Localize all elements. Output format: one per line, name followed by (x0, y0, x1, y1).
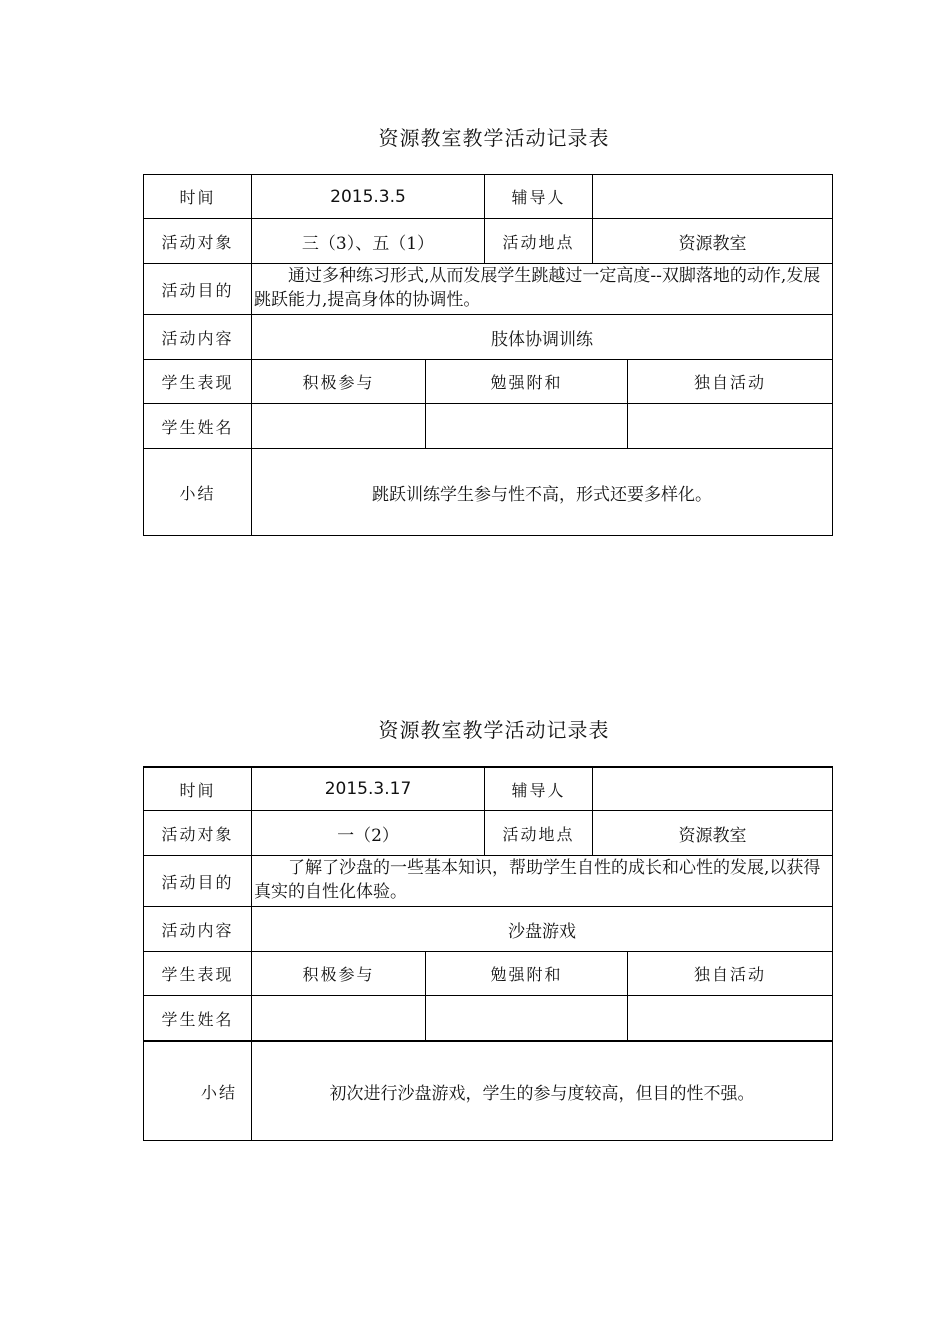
content-label: 活动内容 (161, 920, 234, 940)
target-label: 活动对象 (161, 824, 234, 844)
target-label: 活动对象 (161, 232, 234, 252)
time-label: 时间 (179, 188, 216, 207)
names-label: 学生姓名 (161, 417, 234, 437)
content-label: 活动内容 (161, 328, 234, 348)
performance-header-solo: 独自活动 (693, 965, 766, 984)
target-value: 三（3）、五（1） (301, 233, 435, 254)
tutor-label: 辅导人 (511, 780, 566, 800)
time-value: 2015.3.17 (324, 779, 412, 799)
location-label: 活动地点 (502, 824, 575, 844)
names-reluctant (426, 996, 627, 1040)
location-value: 资源教室 (678, 233, 747, 254)
names-active (252, 996, 425, 1040)
performance-label: 学生表现 (161, 373, 234, 392)
purpose-label: 活动目的 (161, 872, 234, 892)
summary-label: 小结 (200, 1082, 237, 1102)
purpose-text (252, 264, 832, 314)
record-table (143, 174, 833, 536)
record-title: 资源教室教学活动记录表 (378, 126, 610, 150)
names-solo (628, 404, 832, 448)
location-label: 活动地点 (502, 232, 575, 252)
names-active (252, 404, 425, 448)
location-value: 资源教室 (678, 825, 747, 846)
summary-value: 跳跃训练学生参与性不高，形式还要多样化。 (372, 484, 712, 505)
names-reluctant (426, 404, 627, 448)
tutor-value (593, 175, 832, 218)
content-value: 肢体协调训练 (491, 329, 593, 350)
summary-label: 小结 (179, 483, 216, 503)
names-label: 学生姓名 (161, 1009, 234, 1029)
purpose-value: 通过多种练习形式,从而发展学生跳越过一定高度--双脚落地的动作,发展跳跃能力,提高身体的协调性。 (254, 266, 821, 310)
time-value: 2015.3.5 (330, 186, 406, 207)
purpose-text (252, 856, 832, 906)
performance-header-reluctant: 勉强附和 (490, 965, 563, 984)
performance-header-reluctant: 勉强附和 (490, 373, 563, 392)
performance-header-active: 积极参与 (302, 373, 375, 392)
tutor-value (593, 768, 832, 810)
purpose-value: 了解了沙盘的一些基本知识，帮助学生自性的成长和心性的发展,以获得真实的自性化体验。 (254, 858, 821, 902)
time-label: 时间 (179, 780, 216, 800)
content-value: 沙盘游戏 (508, 921, 576, 942)
record-table (143, 766, 833, 1141)
performance-label: 学生表现 (161, 965, 234, 984)
performance-header-active: 积极参与 (302, 965, 375, 984)
record-title: 资源教室教学活动记录表 (378, 718, 610, 742)
target-value: 一（2） (337, 825, 399, 846)
tutor-label: 辅导人 (511, 188, 566, 207)
names-solo (628, 996, 832, 1040)
purpose-label: 活动目的 (161, 280, 234, 300)
performance-header-solo: 独自活动 (693, 373, 766, 392)
summary-value: 初次进行沙盘游戏，学生的参与度较高，但目的性不强。 (329, 1083, 755, 1104)
